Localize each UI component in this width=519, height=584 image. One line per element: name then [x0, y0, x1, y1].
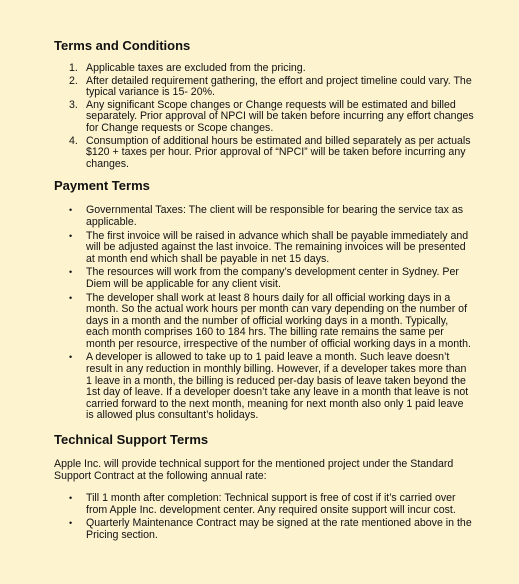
- tech-support-section: [54, 432, 474, 542]
- tech-support-intro: Apple Inc. will provide technical support for the mentioned project under the Standard Support Contract at the following annual rate:: [54, 458, 454, 482]
- bullet-icon: •: [69, 267, 73, 278]
- item-text: Governmental Taxes: The client will be responsible for bearing the service tax as applicable.: [86, 204, 464, 228]
- item-text: The first invoice will be raised in advance which shall be payable immediately and will be adjusted against the last invoice. The remaining invoices will be presented at month end which shall be payable in net 15 days.: [86, 229, 469, 265]
- item-number: 1.: [69, 62, 78, 74]
- bullet-icon: •: [69, 352, 73, 363]
- terms-item: [54, 63, 474, 75]
- payment-item: [54, 205, 474, 228]
- item-text: Applicable taxes are excluded from the pricing.: [86, 62, 306, 74]
- terms-list: [54, 63, 474, 170]
- item-text: Till 1 month after completion: Technical support is free of cost if it’s carried over from Apple Inc. development center. Any required onsite support will incur cost.: [86, 492, 456, 516]
- tech-support-heading: Technical Support Terms: [54, 432, 209, 448]
- tech-support-item: [54, 493, 474, 516]
- terms-item: [54, 76, 474, 99]
- item-number: 3.: [69, 98, 78, 111]
- bullet-icon: •: [69, 518, 73, 529]
- tech-support-list: [54, 493, 474, 541]
- payment-item: [54, 352, 474, 422]
- terms-item: [54, 136, 474, 171]
- item-text: After detailed requirement gathering, the effort and project timeline could vary. The typical variance is 15- 20%.: [86, 74, 472, 99]
- bullet-icon: •: [69, 493, 73, 504]
- payment-item: [54, 231, 474, 266]
- payment-section: [54, 178, 474, 422]
- item-text: The resources will work from the company’s development center in Sydney. Per Diem will be applicable for any client visit.: [86, 266, 459, 290]
- bullet-icon: •: [69, 205, 73, 216]
- bullet-icon: •: [69, 230, 73, 241]
- item-text: Any significant Scope changes or Change requests will be estimated and billed separately. Prior approval of NPCI will be taken before incurring any effort changes for Change requests or Scope changes.: [86, 98, 474, 134]
- bullet-icon: •: [69, 292, 73, 303]
- payment-item: [54, 267, 474, 290]
- document-body: [54, 38, 474, 544]
- terms-section: [54, 38, 474, 170]
- payment-item: [54, 293, 474, 351]
- payment-heading: Payment Terms: [54, 178, 150, 194]
- payment-list: [54, 205, 474, 422]
- item-text: A developer is allowed to take up to 1 paid leave a month. Such leave doesn’t result in any reduction in monthly billing. However, if a developer takes more than 1 leave in a month, the billing is reduced per-day basis of leave taken beyond the 1st day of leave. If a developer doesn’t take any leave in a month that leave is not carried forward to the next month, meaning for next month also only 1 paid leave is allowed plus consultant’s holidays.: [86, 351, 469, 422]
- item-number: 4.: [69, 134, 78, 147]
- tech-support-item: [54, 518, 474, 541]
- item-text: Quarterly Maintenance Contract may be signed at the rate mentioned above in the Pricing section.: [86, 517, 472, 541]
- terms-heading: Terms and Conditions: [54, 38, 191, 53]
- item-number: 2.: [69, 74, 78, 87]
- terms-item: [54, 100, 474, 135]
- item-text: The developer shall work at least 8 hours daily for all official working days in a month. So the actual work hours per month can vary depending on the number of days in a month and the number of official working days in a month. Typically, each month comprises 160 to 184 hrs. The billing rate remains the same per month per resource, irrespective of the number of official working days in a month.: [86, 291, 471, 350]
- item-text: Consumption of additional hours be estimated and billed separately as per actuals $120 + taxes per hour. Prior approval of “NPCI” will be taken before incurring any changes.: [86, 134, 471, 170]
